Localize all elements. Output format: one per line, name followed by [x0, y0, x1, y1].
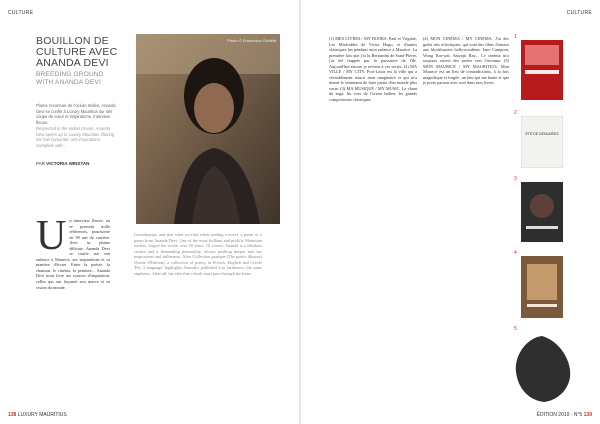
drop-cap: U [36, 218, 67, 259]
column-text-en: Goosebumps, and that what we find when reading a novel, a poem or a poem from Ananda Devi. One of the most brilliant and prolific Mauritian writers, forged her words over 30 years. Of course, Ananda is a fabulous creator and a demanding personality, always pushing deeper into her inspirations and influences. After Collection partique (The poetic illusion) (Sortie d'Edition), a collection of poetry in French, English and Creole 'Pey 3 language' highlights Ananda's published Les Jardiniers, the same emphasis. After all, her idea that a book must pass through the heart. [134, 232, 262, 276]
page-number: 139 [583, 412, 592, 418]
article-column-2 [134, 232, 262, 398]
book-cover-1 [521, 40, 563, 105]
left-page [0, 0, 299, 424]
image-number: 1 [514, 34, 517, 40]
column-text: (1) MES LIVRES / MY BOOKS. Paul et Virginie, Les Misérables de Victor Hugo, et d'autres classiques lus pendant mon enfance à Maurice. La première fois que j'ai lu Bernardin de Saint-Pierre, j'ai été frappée par la puissance de l'île. Aujourd'hui encore je reviens à ces textes. (2) MA VILLE / MY CITY. Port-Louis est la ville qui a véritablement nourri mon imaginaire et qui m'a donné le sentiment de faire partie d'un monde plus vaste. (3) MA MUSIQUE / MY MUSIC. Le chant du sega, les voix de l'océan Indien, les grands compositeurs classiques. [329, 36, 417, 103]
article-title-fr: BOUILLON DE CULTURE AVEC ANANDA DEVI [36, 35, 118, 69]
intro-text-en: Respected in the Indian Ocean, Ananda Devi opens up to Luxury Mauritius sharing her fuel favourites and inspirations. Complete with... [36, 126, 115, 148]
image-number: 5 [514, 326, 517, 332]
book-cover-4 [521, 256, 563, 323]
left-footer [8, 412, 67, 418]
right-footer [537, 412, 592, 418]
article-column-1 [36, 218, 110, 398]
book-cover-3 [521, 182, 563, 247]
book-cover-image [521, 182, 563, 242]
byline-name: VICTORIA WINSTAN [46, 161, 90, 166]
image-number: 3 [514, 176, 517, 182]
section-tag: CULTURE [566, 10, 592, 16]
byline [36, 161, 89, 166]
publication-name: LUXURY MAURITIUS [17, 412, 67, 418]
right-column-1 [329, 36, 417, 398]
book-cover-image [521, 116, 563, 168]
column-text: n interview fleuve, où se pressent mille références, poursuivie en 90 ans de carrière. Avec sa plume délicate, Ananda Devi se confie sur son enfance à Maurice, ses inspirations et sa manière d'écrire. Entre la poésie, la chanson, le cinéma, la peinture... Ananda Devi nous livre ses sources d'inspiration, celles qui ont façonné son œuvre et sa vision du monde. [36, 218, 110, 290]
page-number: 138 [8, 412, 17, 418]
right-column-2 [423, 36, 509, 398]
intro-text: Plume reconnue de l'océan Indien, Ananda Devi se confie à Luxury Mauritius sur ses coups de cœur et inspirations. Interview fleuve. [36, 103, 116, 125]
article-title [36, 36, 120, 86]
book-cover-image [521, 256, 563, 318]
byline-prefix: PAR [36, 161, 45, 166]
photo-credit: Photo © Francesca Giulietti [227, 38, 276, 43]
edition-label: ÉDITION 2019 · N°5 [536, 412, 583, 418]
column-text: (4) MON CINÉMA / MY CINEMA. J'ai des goûts très éclectiques, qui vont des films d'auteur aux blockbusters hollywoodiens. Jane Campion, Wong Kar-wai, Satyajit Ray... Le cinéma m'a toujours ouvert des portes vers l'inconnu. (5) MON MAURICE / MY MAURITIUS. Mon Maurice est un lieu de contradictions, à la fois magnifique et fragile, un lieu qui me hante et que je porte partout avec moi dans mes livres. [423, 36, 509, 86]
image-number: 4 [514, 250, 517, 256]
portrait-photo [136, 34, 280, 224]
section-tag: CULTURE [8, 10, 34, 16]
book-title: ÉTÉ DE DENUDÉES [525, 132, 559, 136]
image-number: 2 [514, 110, 517, 116]
portrait-image [136, 34, 280, 224]
island-map [512, 334, 574, 409]
book-cover-2 [521, 116, 563, 173]
article-title-en: BREEDING GROUND WITH ANANDA DEVI [36, 71, 104, 86]
mauritius-map-image [512, 334, 574, 404]
book-cover-image [521, 40, 563, 100]
